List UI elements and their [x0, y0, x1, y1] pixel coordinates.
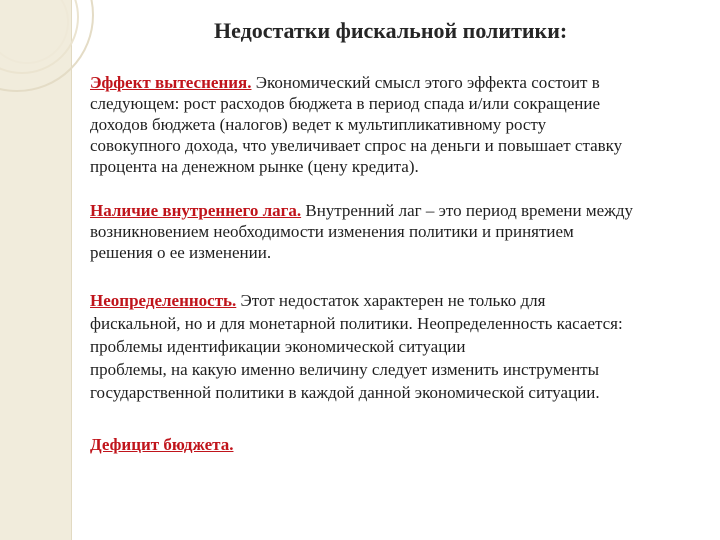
paragraph-line: государственной политики в каждой данной экономической ситуации.	[90, 383, 600, 402]
paragraph-line	[90, 72, 714, 93]
term-internal-lag: Наличие внутреннего лага.	[90, 201, 302, 220]
term-crowding-out-effect: Эффект вытеснения.	[90, 73, 252, 92]
paragraph-internal-lag	[90, 200, 714, 263]
paragraph-uncertainty	[90, 289, 714, 404]
term-budget-deficit: Дефицит бюджета.	[90, 435, 234, 454]
paragraph-line: совокупного дохода, что увеличивает спрос на деньги и повышает ставку	[90, 136, 623, 155]
paragraph-line	[90, 434, 714, 455]
paragraph-line: следующем: рост расходов бюджета в период спада и/или сокращение	[90, 94, 601, 113]
paragraph-line: проблемы идентификации экономической ситуации	[90, 337, 466, 356]
paragraph-text: Этот недостаток характерен не только для	[236, 291, 546, 310]
paragraph-line	[90, 289, 714, 312]
paragraph-text: Внутренний лаг – это период времени между	[301, 201, 634, 220]
paragraph-line: решения о ее изменении.	[90, 243, 272, 262]
paragraph-text: Экономический смысл этого эффекта состоит в	[251, 73, 600, 92]
paragraph-line: фискальной, но и для монетарной политики. Неопределенность касается:	[90, 314, 623, 333]
term-uncertainty: Неопределенность.	[90, 291, 237, 310]
paragraph-budget-deficit	[90, 434, 714, 455]
paragraph-line	[90, 200, 714, 221]
paragraph-line: процента на денежном рынке (цену кредита).	[90, 157, 419, 176]
paragraph-line: доходов бюджета (налогов) ведет к мультипликативному росту	[90, 115, 547, 134]
paragraph-crowding-out-effect	[90, 72, 714, 177]
paragraph-line: проблемы, на какую именно величину следует изменить инструменты	[90, 360, 600, 379]
paragraph-line: возникновением необходимости изменения политики и принятием	[90, 222, 574, 241]
slide-title: Недостатки фискальной политики:	[214, 18, 568, 43]
